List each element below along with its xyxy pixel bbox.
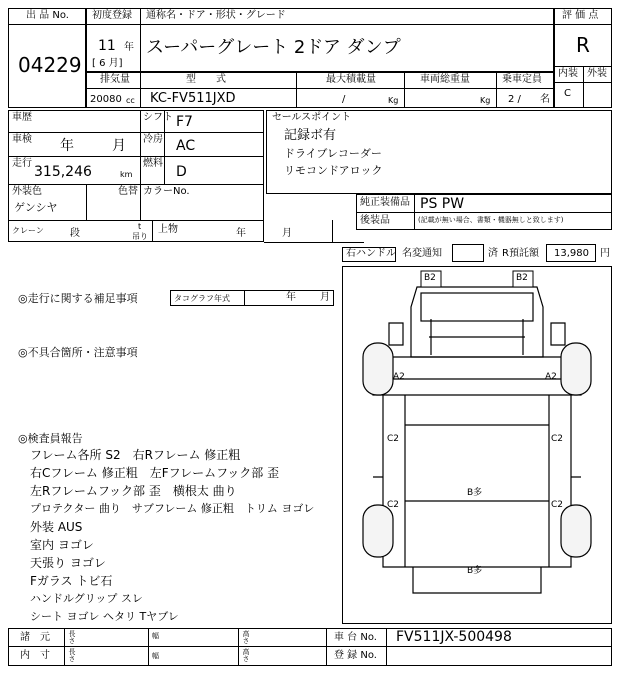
odo-value: 13,980 [554,248,589,259]
vehicle-name: スーパーグレート 2ドア ダンプ [146,37,401,58]
width-label: 幅 [152,632,159,640]
footer-table [8,628,612,666]
interior-rating: C [564,88,571,99]
ac-label: 冷房 [143,134,163,145]
upper-month: 月 [282,228,292,239]
inspector-line-9: ハンドルグリップ スレ [30,592,143,605]
aftermarket-label: 後装品 [360,215,390,226]
inspector-line-8: Fガラス トビ石 [30,574,113,588]
crane-stage: 段 [70,228,80,239]
tacho-year: 年 [286,292,296,303]
inspector-label: ◎検査員報告 [18,432,83,445]
length-label: 長さ [68,630,76,644]
inspector-line-6: 室内 ヨゴレ [30,538,94,552]
displacement-unit: cc [126,96,135,105]
history-label: 車歴 [12,112,32,123]
capacity-label: 乗車定員 [502,74,542,85]
upper-label: 上物 [158,224,178,235]
inspection-year: 年 [60,138,74,154]
inner-label: 内 寸 [20,650,50,661]
driving-notes-label: ◎走行に関する補足事項 [18,292,138,305]
tacho-label: タコグラフ年式 [174,294,230,303]
tacho-month: 月 [320,292,330,303]
sales-point-3: リモコンドアロック [284,164,383,177]
mark-c2-right-bottom: C2 [551,500,564,510]
chassis-no: FV511JX-500498 [396,629,512,645]
crane-lift: 吊り [132,232,148,241]
name-change-label: 名変通知 [402,248,442,259]
fuel-label: 燃料 [143,158,163,169]
color-no-label: カラーNo. [143,186,190,197]
displacement: 20080 [90,94,122,105]
max-load-label: 最大積載量 [326,74,376,85]
damage-diagram [342,266,612,624]
ext-color: ゲンシヤ [14,201,58,214]
reg-no-label: 登 録 No. [334,650,377,661]
inspection-month: 月 [112,138,126,154]
sales-points-label: セールスポイント [272,112,352,123]
max-load-unit: Kg [388,96,399,105]
reg-month: [ 6 月] [92,58,123,69]
odo-label: R預託額 [502,248,539,259]
height-label: 高さ [242,630,250,644]
odo-unit: 円 [600,248,610,259]
inspector-line-5: 外装 AUS [30,520,83,534]
name-change-box [452,244,484,262]
first-reg-label: 初度登録 [92,10,132,21]
mark-c2-right-top: C2 [551,434,564,444]
rhd: 右ハンドル [346,248,396,259]
gross-weight-unit: Kg [480,96,491,105]
upper-year: 年 [236,228,246,239]
inspector-line-10: シート ヨゴレ ヘタリ Tヤブレ [30,610,179,623]
defects-label: ◎不具合箇所・注意事項 [18,346,138,359]
model-label: 型 式 [186,74,226,85]
crane-t: t [138,222,142,231]
lot-no: 04229 [18,53,82,77]
reg-year: 11 [98,38,116,54]
genuine-equipment-label: 純正装備品 [360,197,410,208]
crane-label: クレーン [12,226,44,235]
mark-b-many-rear: B多 [467,566,483,576]
inspection-label: 車検 [12,134,32,145]
lot-no-label: 出 品 No. [26,10,69,21]
ac: AC [176,138,196,154]
inspector-line-2: 右Cフレーム 修正粗 左Fフレームフック部 歪 [30,466,280,480]
inner-length-label: 長さ [68,648,76,662]
chassis-label: 車 台 No. [334,632,377,643]
rating-label: 評 価 点 [562,10,599,21]
dims-label: 諸 元 [20,632,50,643]
mark-b-many-center: B多 [467,488,483,498]
color-change-label: 色替 [118,186,138,197]
mark-c2-left-top: C2 [387,434,400,444]
mark-b2-right: B2 [516,273,528,283]
inspector-line-1: フレーム各所 S2 右Rフレーム 修正粗 [30,448,241,462]
ext-color-label: 外装色 [12,186,42,197]
capacity: 2 / [508,94,521,105]
gross-weight-label: 車両総重量 [420,74,470,85]
mileage-label: 走行 [12,158,32,169]
overall-rating: R [576,33,590,57]
mark-b2-left: B2 [424,273,436,283]
genuine-equipment: PS PW [420,196,465,212]
max-load: / [342,94,346,105]
sales-point-2: ドライブレコーダー [284,147,382,160]
mark-a2-right: A2 [545,372,557,382]
sales-point-1: 記録ボ有 [284,128,337,143]
aftermarket-note: (記載が無い場合、書類・機器無しと致します) [418,216,564,224]
interior-label: 内装 [558,68,578,79]
model-code: KC-FV511JXD [150,91,236,106]
inner-width-label: 幅 [152,652,159,660]
inspector-line-3: 左Rフレームフック部 歪 横根太 曲り [30,484,237,498]
inspector-line-4: プロテクター 曲り サブフレーム 修正粗 トリム ヨゴレ [30,502,315,515]
fuel: D [176,164,187,180]
mileage-unit: km [120,170,133,179]
mileage: 315,246 [34,164,92,180]
shift: F7 [176,114,193,130]
inner-height-label: 高さ [242,648,250,662]
displacement-label: 排気量 [100,74,130,85]
model-desc-label: 通称名・ドア・形状・グレード [146,10,286,21]
penalty-label: 済 [488,248,498,259]
reg-year-unit: 年 [124,42,134,53]
inspector-line-7: 天張り ヨゴレ [30,556,106,570]
mark-c2-left-bottom: C2 [387,500,400,510]
shift-label: シフト [143,112,173,123]
mark-a2-left: A2 [393,372,405,382]
capacity-unit: 名 [540,94,550,105]
exterior-label: 外装 [587,68,607,79]
